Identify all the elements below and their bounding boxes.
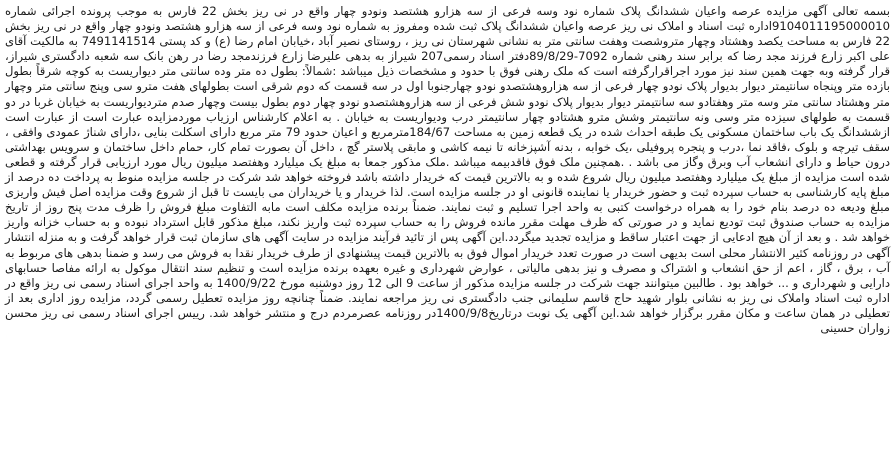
auction-notice-text: بسمه تعالی آگهی مزایده عرصه واعیان ششدانگ پلاک شماره نود وسه فرعی از سه هزارو هشتصد ونودو چهار واقع در نی ریز بخش 22 فارس به موجب پرونده اجرائی شماره 9104011195000010اداره ثبت اسناد و املاک نی ریز عرصه واعیان ششدانگ پلاک ثبت شده ومفروز به شماره نود وسه فرعی از سه هزارو هشتصد ونودو چهار واقع در نی ریز بخش 22 فارس به مساحت یکصد وهشتاد وچهار متروشصت وهفت سانتی متر به نشانی شهرستان نی ریز ، روستای نصیر آباد ،خیابان امام رضا (ع) و کد پستی 7491141514 به مالکیت آقای علی اکبر زارع فرزند مجد رضا که برابر سند رهنی شماره 7092-89/8/29دفتر اسناد رسمی207 شیراز به بدهی علیرضا زارع فرزندمجد رضا در رهن بانک سه شعبه دادگستری شیراز، قرار گرفته وبه جهت همین سند نیز مورد اجراقرارگرفته است که ملک رهنی فوق با حدود و مشخصات ذیل میباشد :شمالاً: بطول ده متر وده سانتی متر دیواریست به کوچه شرقاً بطول بازده متر وپنجاه سانتیمتر دیوار بدیوار پلاک نودو چهار فرعی از سه هزاروهشتصدو نودو چهارجنوبا اول در سه قسمت که دوم شرقی است بطولهای هفت مترو سی وپنج سانتی متر وچهار متر وهشتاد سانتی متر وسه متر وهفتادو سه سانتیمتر دیوار بدیوار پلاک نودو شش فرعی از سه هزاروهشتصدو نودو چهار دوم بطول بیست وچهار صدم متردیواریست به خیابان غربا در دو قسمت به طولهای سیزده متر وسی ونه سانتیمتر وشش مترو هشتادو چهار سانتیمتر درب ودیواریست به خیابان . به اعلام کارشناس ارزیاب موردمزایده عبارت است از عبارت است ازششدانگ یک باب ساختمان مسکونی یک طبقه احداث شده در یک قطعه زمین به مساحت 184/67مترمربع و اعیان حدود 79 متر مربع دارای اسکلت بنایی ،دارای شناژ عمودی وافقی ، سقف تیرچه و بلوک ،فاقد نما ،درب و پنجره پروفیلی ،یک خوابه ، بدنه آشپزخانه تا نیمه کاشی و مابقی پلاستر گچ ، داخل آن بصورت تمام کار، حمام داخل ساختمان و سرویس بهداشتی درون حیاط و دارای انشعاب آب وبرق وگاز می باشد . .همچنین ملک فوق فاقدبیمه میباشد .ملک مذکور جمعا به مبلغ یک میلیارد وهفتصد میلیون ریال مورد ارزیابی قرار گرفته و قطعی شده است مزایده از مبلغ یک میلیارد وهفتصد میلیون ریال شروع شده و به بالاترین قیمت که خریدار داشته باشد فروخته خواهد شد شرکت در جلسه مزایده منوط به پرداخت ده درصد از مبلغ پایه کارشناسی به حساب سپرده ثبت و حضور خریدار یا نماینده قانونی او در جلسه مزایده است. لذا خریدار و یا خریداران می بایست تا قبل از شروع وقت مزایده اصل فیش واریزی مبلغ ودیعه ده درصد بنام خود را به همراه درخواست کتبی به واحد اجرا تسلیم و ثبت نمایند. ضمناً برنده مزایده مکلف است مابه التفاوت مبلغ فروش را ظرف مدت پنج روز از تاریخ مزایده به حساب صندوق ثبت تودیع نماید و در صورتی که ظرف مهلت مقرر مانده فروش را به حساب سپرده ثبت واریز نکند، مبلغ مذکور قابل استرداد نبوده و به حساب خزانه واریز خواهد شد . و بعد از آن هیچ ادعایی از جهت اعتبار ساقط و مزایده تجدید میگردد.این آگهی پس از تائید فرآیند مزایده در سایت آگهی های سازمان ثبت قرار خواهد گرفت و به منزله انتشار آگهی در روزنامه کثیر الانتشار محلی است بدیهی است در صورت تعدد خریدار اموال فوق به بالاترین قیمت پیشنهادی از طرف خریدار نقدا به فروش می رسد و ضمنا بدهی های مربوط به آب ، برق ، گاز ، اعم از حق انشعاب و اشتراک و مصرف و نیز بدهی مالیاتی ، عوارض شهرداری و غیره بعهده برنده مزایده است و تنظیم سند انتقال موکول به ارائه مفاصا حسابهای دارایی و شهرداری و ... خواهد بود . طالبین میتوانند جهت شرکت در جلسه مزایده مذکور از ساعت 9 الی 12 روز دوشنبه مورخ 1400/9/22 به واحد اجرای اسناد رسمی نی ریز واقع در اداره ثبت اسناد واملاک نی ریز به نشانی بلوار شهید حاج قاسم سلیمانی جنب دادگستری نی ریز مراجعه نمایند. ضمناً چنانچه روز مزایده تعطیل رسمی گردد، مزایده روز اداری بعد از تعطیلی در همان ساعت و مکان مقرر برگزار خواهد شد.این آگهی یک نوبت درتاریخ1400/9/8در روزنامه عصرمردم درج و منتشر خواهد شد. رییس اجرای اسناد رسمی نی ریز محسن زواران حسینی: [5, 4, 891, 335]
